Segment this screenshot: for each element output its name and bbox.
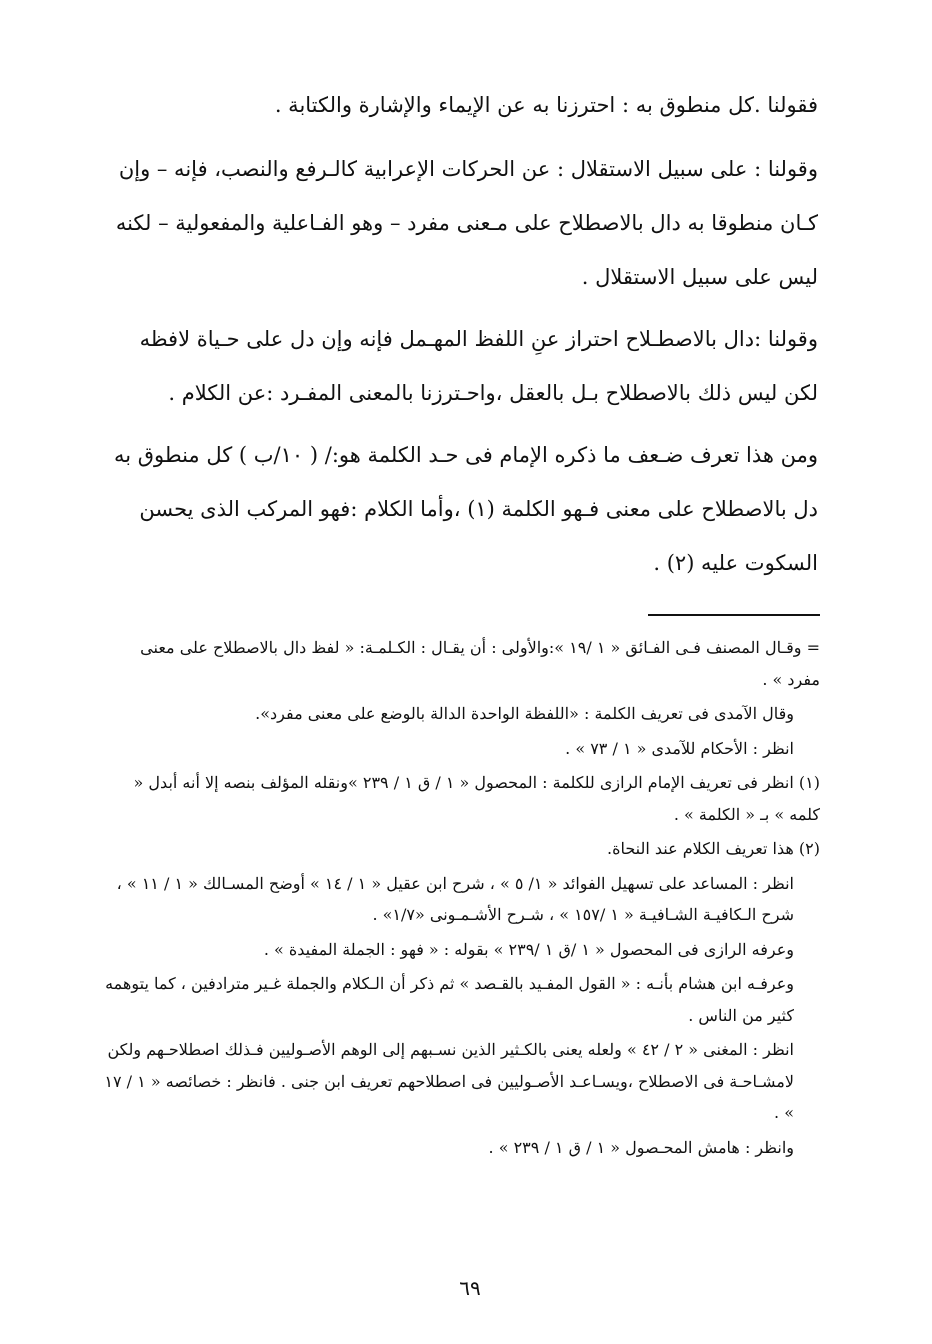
footnote-amidi-reference: انظر : الأحكام للآمدى « ١ / ٧٣ » . [565,738,794,758]
main-text-block [100,78,818,598]
paragraph-2: وقولنا : على سبيل الاستقلال : عن الحركات الإعرابية كالـرفع والنصب، فإنه – وإن كـان منطوقا به دال بالاصطلاح على مـعنى مفرد – وهو الفـاعلية والمفعولية – لكنه ليس على سبيل الاستقلال . [115,157,818,289]
footnote-2-references: انظر : المساعد على تسهيل الفوائد « ١/ ٥ » ، شرح ابن عقيل « ١ / ١٤ » أوضح المسـالك « ١ / ١١ » ، شرح الـكافيـة الشـافيـة « ١ /١٥٧ » ، شـرح الأشـمـونى «١/٧» . [116,873,794,924]
paragraph-4: ومن هذا تعرف ضـعف ما ذكره الإمام فى حـد الكلمة هو:/ ( ١٠/ب ) كل منطوق به دل بالاصطلاح على معنى فـهو الكلمة (١) ،وأما الكلام :فهو المركب الذى يحسن السكوت عليه (٢) . [113,443,818,575]
footnote-2-mughni: انظر : المغنى « ٢ / ٤٢ » ولعله يعنى بالكـثير الذين نسـبهم إلى الوهم الأصـوليين فـذلك اصطلاحـهم ولكن لامشـاحـة فى الاصطلاح ،ويسـاعـد الأصـوليين فى اصطلاحهم تعريف ابن جنى . فانظر : خصائصه « ١ / ١٧ » . [104,1040,794,1122]
body-text [100,78,818,590]
footnote-continuation: = وقـال المصنف فـى الفـائق « ١ /١٩ »:والأولى : أن يقـال : الكـلمـة: « لفظ دال بالاصطلاح على معنى مفرد » . [140,638,820,689]
footnote-2-razi: وعرفه الرازى فى المحصول « ١ /ق ١ /٢٣٩ » بقوله : « فهو : الجملة المفيدة » . [263,939,794,959]
footnote-1: (١) انظر فى تعريف الإمام الرازى للكلمة : المحصول « ١ / ق ١ / ٢٣٩ »ونقله المؤلف بنصه إلا أنه أبدل « كلمه » بـ « الكلمة » . [133,773,820,824]
footnotes [104,632,820,1166]
footnote-2-mahsul-margin: وانظر : هامش المحـصول « ١ / ق ١ / ٢٣٩ » . [488,1137,794,1157]
paragraph-1: فقولنا .كل منطوق به : احترزنا به عن الإيماء والإشارة والكتابة . [274,93,818,117]
footnote-2-ibn-hisham: وعرفـه ابن هشام بأنـه : « القول المفـيد بالقـصد » ثم ذكر أن الـكلام والجملة غـير مترادفين ، كما يتوهمه كثير من الناس . [105,974,794,1025]
footnote-amidi-definition: وقال الآمدى فى تعريف الكلمة : «اللفظة الواحدة الدالة بالوضع على معنى مفرد». [255,704,794,723]
footnote-2: (٢) هذا تعريف الكلام عند النحاة. [606,839,820,858]
footnote-divider [648,614,820,616]
page-number: ٦٩ [459,1276,481,1300]
paragraph-3: وقولنا :دال بالاصطـلاح احتراز عنِ اللفظ المهـمل فإنه وإن دل على حـياة لافظه لكن ليس ذلك بالاصطلاح بـل بالعقل ،واحـترزنا بالمعنى المفـرد :عن الكلام . [139,327,818,405]
